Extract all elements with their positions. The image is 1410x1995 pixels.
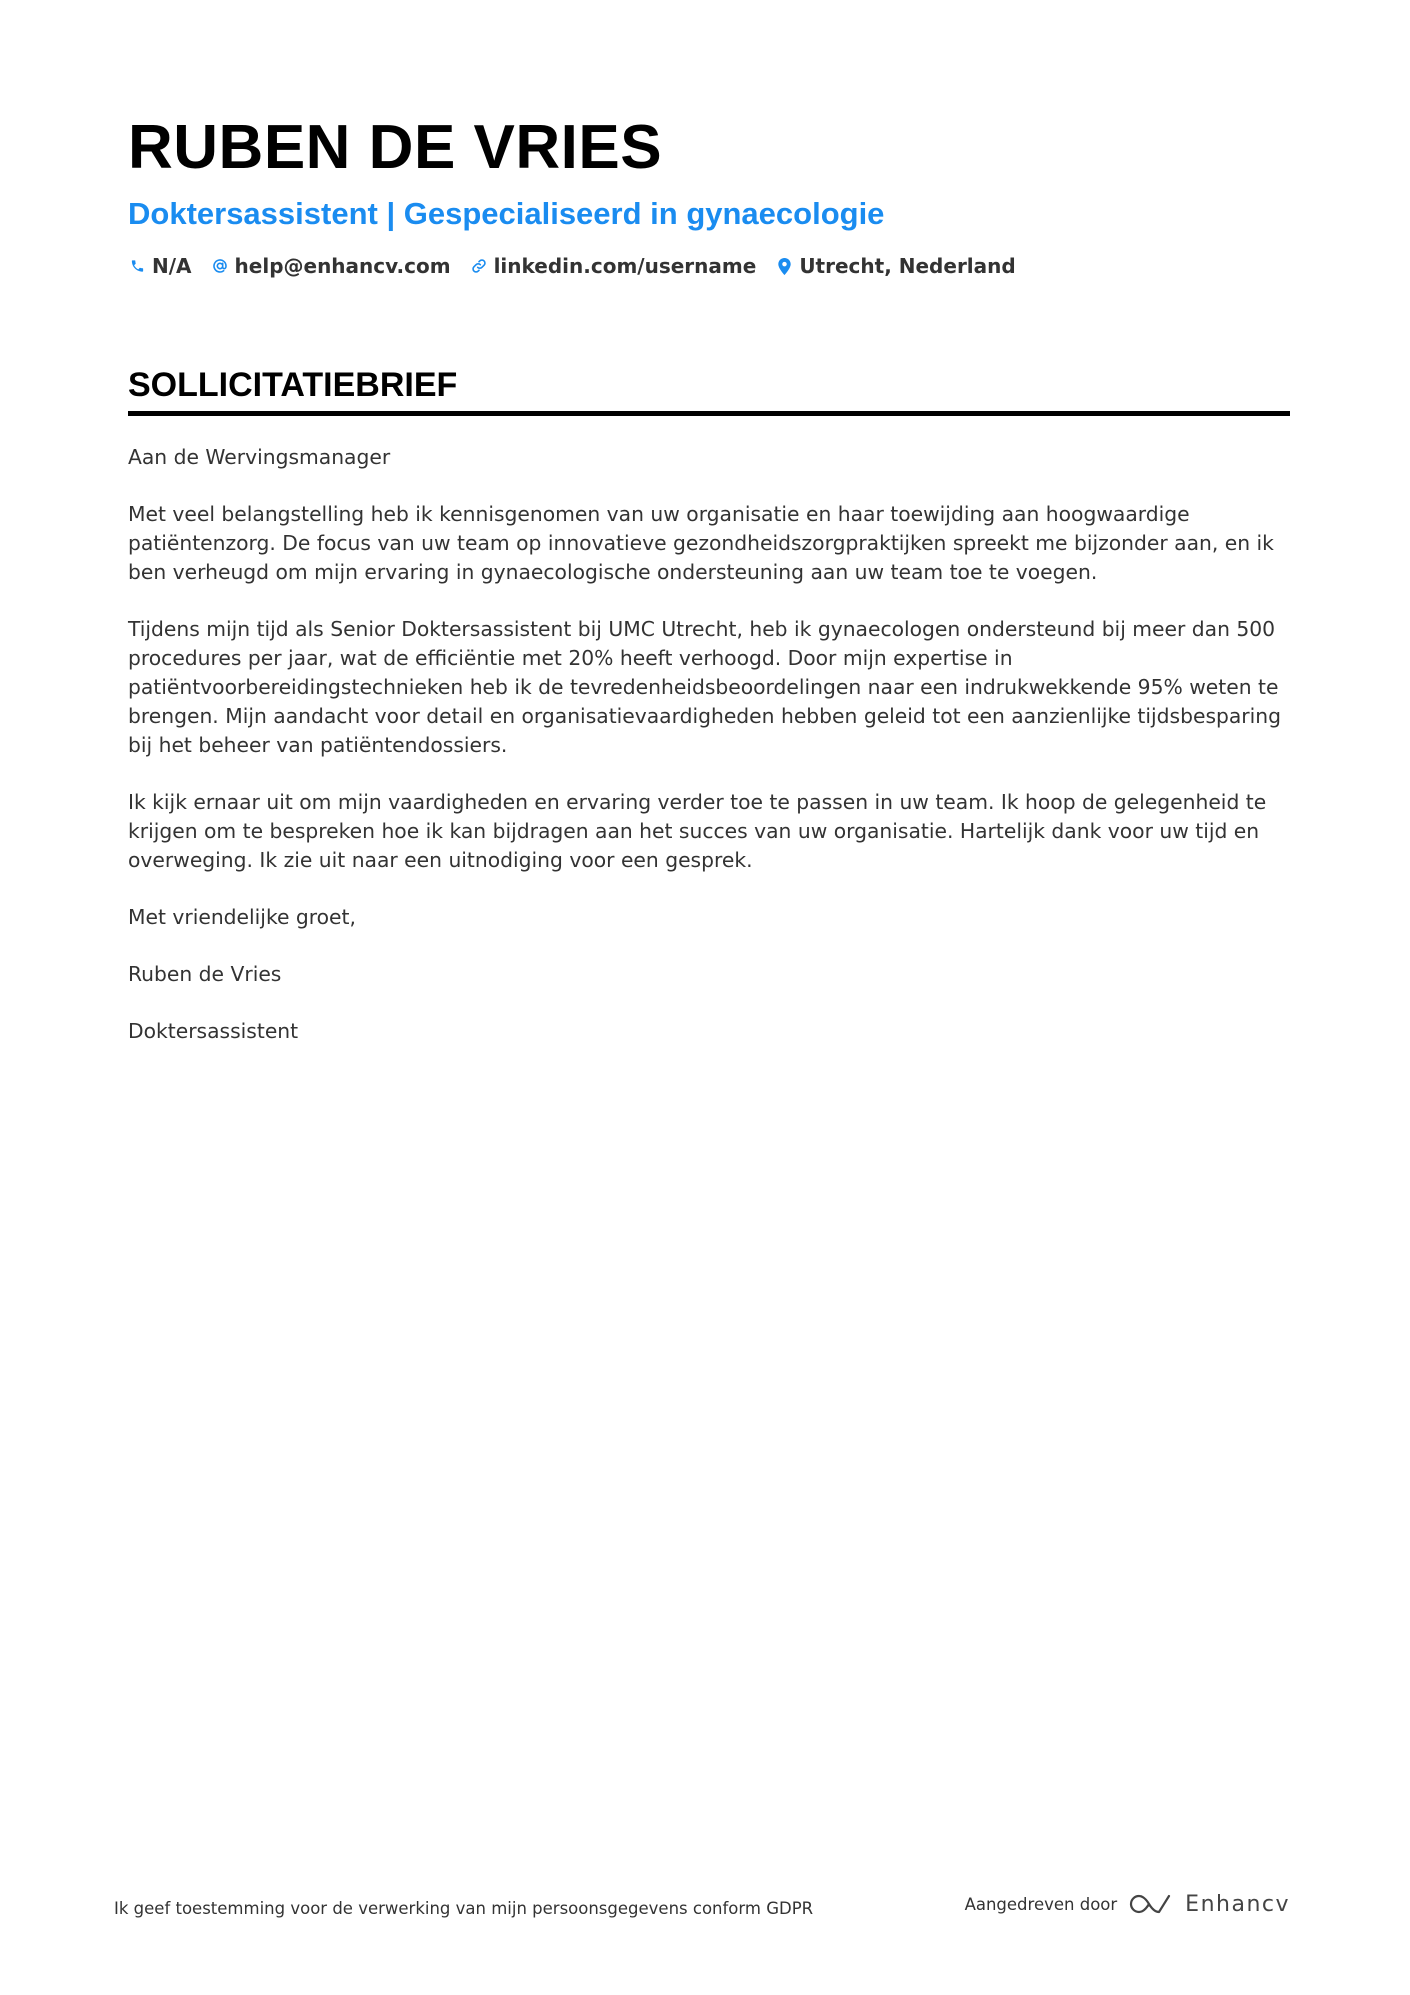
contact-phone-value: N/A (152, 254, 192, 278)
letter-paragraph: Tijdens mijn tijd als Senior Doktersassistent bij UMC Utrecht, heb ik gynaecologen ondersteund bij meer dan 500 procedures per jaar, wat de efficiëntie met 20% heeft verhoogd. Door mijn expertise in patiëntvoorbereidingstechnieken heb ik de tevredenheidsbeoordelingen naar een indrukwekkende 95% weten te brengen. Mijn aandacht voor detail en organisatievaardigheden hebben geleid tot een aanzienlijke tijdsbesparing bij het beheer van patiëntendossiers. (128, 617, 1282, 757)
candidate-name: RUBEN DE VRIES (128, 113, 663, 182)
signature-title: Doktersassistent (128, 1019, 299, 1043)
candidate-headline: Doktersassistent | Gespecialiseerd in gynaecologie (128, 196, 885, 231)
brand-name: Enhancv (1185, 1891, 1290, 1917)
powered-by[interactable] (965, 1892, 1290, 1917)
powered-by-label: Aangedreven door (964, 1894, 1118, 1914)
section-title: SOLLICITATIEBRIEF (128, 365, 1290, 416)
letter-body (128, 443, 1290, 1046)
gdpr-consent: Ik geef toestemming voor de verwerking van mijn persoonsgegevens conform GDPR (114, 1898, 814, 1918)
link-icon (470, 256, 488, 276)
letter-paragraph: Ik kijk ernaar uit om mijn vaardigheden en ervaring verder toe te passen in uw team. Ik hoop de gelegenheid te krijgen om te bespreken hoe ik kan bijdragen aan het succes van uw organisatie. Hartelijk dank voor uw tijd en overweging. Ik zie uit naar een uitnodiging voor een gesprek. (128, 790, 1267, 872)
enhancv-logo-icon (1129, 1892, 1175, 1916)
signature-name: Ruben de Vries (128, 962, 282, 986)
contact-email[interactable] (211, 254, 451, 278)
footer (114, 1884, 1290, 1924)
location-pin-icon (775, 256, 793, 276)
letter-salutation: Aan de Wervingsmanager (128, 445, 391, 469)
contact-bar (128, 254, 1290, 278)
contact-location (775, 254, 1015, 278)
contact-email-value[interactable]: help@enhancv.com (234, 254, 451, 278)
contact-linkedin-value[interactable]: linkedin.com/username (493, 254, 757, 278)
cover-letter-page (128, 112, 1290, 1074)
letter-paragraph: Met veel belangstelling heb ik kennisgenomen van uw organisatie en haar toewijding aan hoogwaardige patiëntenzorg. De focus van uw team op innovatieve gezondheidszorgpraktijken spreekt me bijzonder aan, en ik ben verheugd om mijn ervaring in gynaecologische ondersteuning aan uw team toe te voegen. (128, 502, 1274, 584)
letter-closing: Met vriendelijke groet, (128, 905, 356, 929)
contact-phone (128, 254, 192, 278)
contact-location-value: Utrecht, Nederland (799, 254, 1016, 278)
at-icon (211, 256, 229, 276)
phone-icon (128, 256, 146, 276)
contact-linkedin[interactable] (470, 254, 757, 278)
